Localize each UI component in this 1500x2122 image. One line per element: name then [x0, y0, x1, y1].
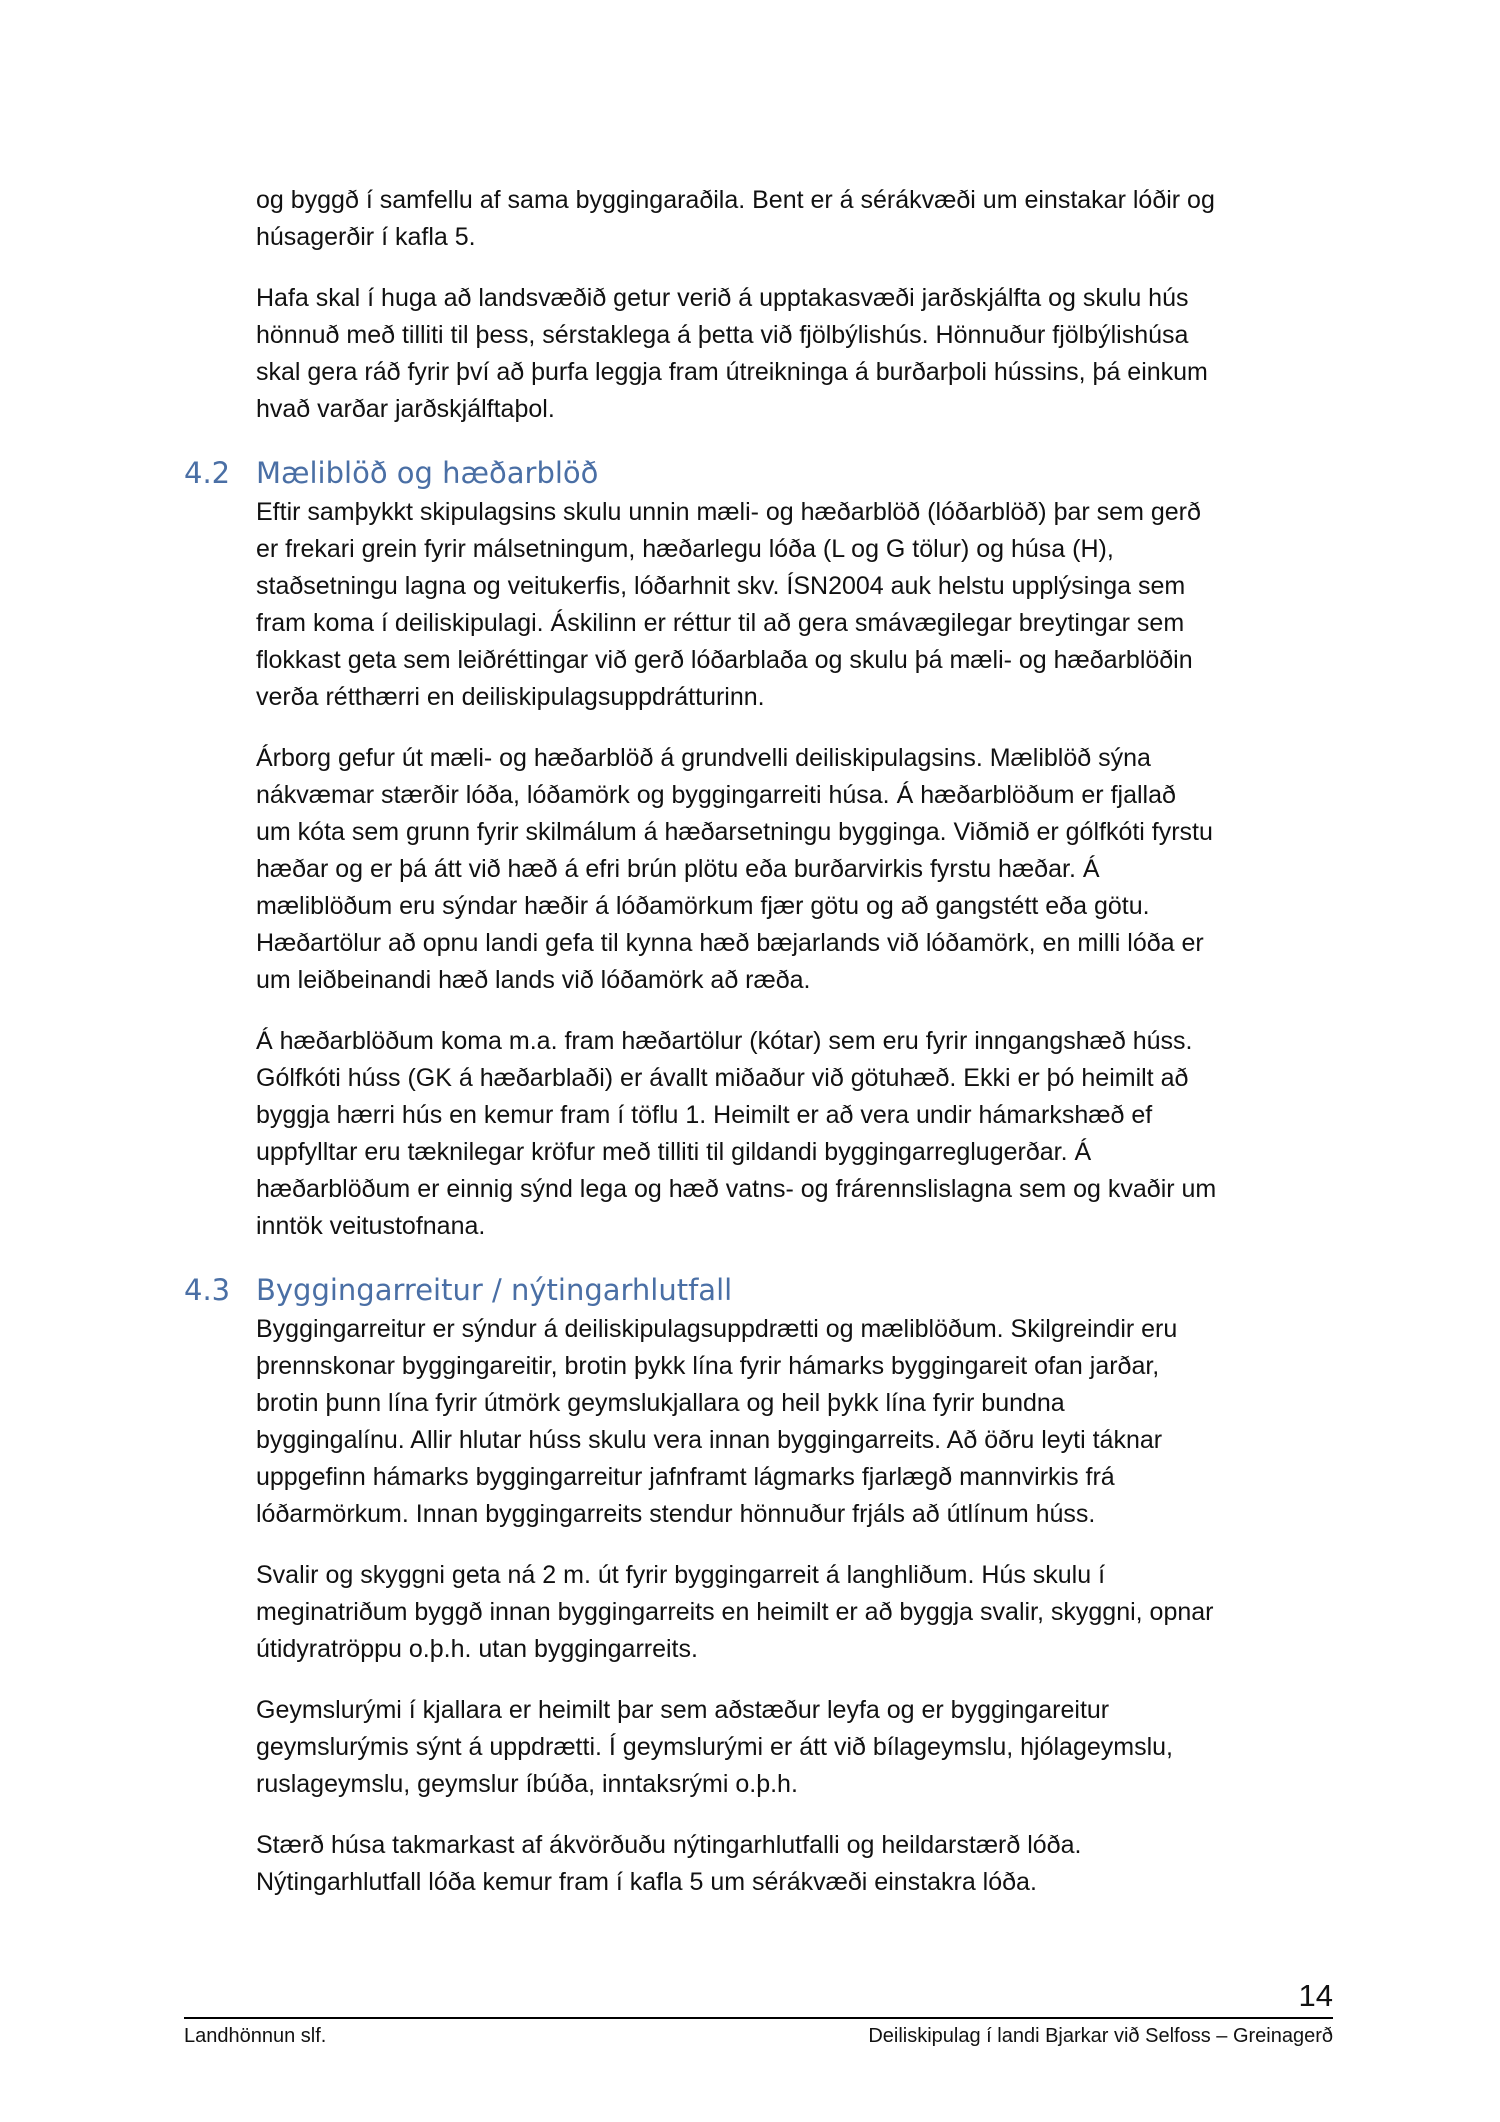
text-line: lóðarmörkum. Innan byggingarreits stendur hönnuður frjáls að útlínum húss. [256, 1500, 1096, 1528]
paragraph [256, 280, 1336, 428]
text-line: Hæðartölur að opnu landi gefa til kynna hæð bæjarlands við lóðamörk, en milli lóða er [256, 929, 1204, 957]
text-line: Byggingarreitur er sýndur á deiliskipulagsuppdrætti og mæliblöðum. Skilgreindir eru [256, 1315, 1178, 1343]
text-line: uppgefinn hámarks byggingarreitur jafnframt lágmarks fjarlægð mannvirkis frá [256, 1463, 1115, 1491]
text-line: Eftir samþykkt skipulagsins skulu unnin mæli- og hæðarblöð (lóðarblöð) þar sem gerð [256, 498, 1201, 526]
text-line: meginatriðum byggð innan byggingarreits en heimilt er að byggja svalir, skyggni, opnar [256, 1598, 1214, 1626]
text-line: verða rétthærri en deiliskipulagsuppdrátturinn. [256, 683, 765, 711]
text-line: geymslurýmis sýnt á uppdrætti. Í geymslurými er átt við bílageymslu, hjólageymslu, [256, 1733, 1173, 1761]
text-line: flokkast geta sem leiðréttingar við gerð lóðarblaða og skulu þá mæli- og hæðarblöðin [256, 646, 1193, 674]
page-number: 14 [1298, 1978, 1333, 2013]
text-line: inntök veitustofnana. [256, 1212, 486, 1240]
paragraph [256, 1557, 1336, 1668]
text-line: um leiðbeinandi hæð lands við lóðamörk að ræða. [256, 966, 811, 994]
text-line: nákvæmar stærðir lóða, lóðamörk og byggingarreiti húsa. Á hæðarblöðum er fjallað [256, 781, 1176, 809]
text-line: Hafa skal í huga að landsvæðið getur verið á upptakasvæði jarðskjálfta og skulu hús [256, 284, 1189, 312]
text-line: Geymslurými í kjallara er heimilt þar sem aðstæður leyfa og er byggingareitur [256, 1696, 1110, 1724]
text-line: Stærð húsa takmarkast af ákvörðuðu nýtingarhlutfalli og heildarstærð lóða. [256, 1831, 1082, 1859]
text-line: þrennskonar byggingareitir, brotin þykk lína fyrir hámarks byggingareit ofan jarðar, [256, 1352, 1160, 1380]
footer-company: Landhönnun slf. [184, 2025, 327, 2047]
text-line: og byggð í samfellu af sama byggingaraðila. Bent er á sérákvæði um einstakar lóðir og [256, 186, 1215, 214]
text-line: staðsetningu lagna og veitukerfis, lóðarhnit skv. ÍSN2004 auk helstu upplýsinga sem [256, 572, 1186, 600]
section-number: 4.2 [184, 456, 231, 490]
text-line: uppfylltar eru tæknilegar kröfur með tilliti til gildandi byggingarreglugerðar. Á [256, 1138, 1092, 1166]
section-title: Byggingarreitur / nýtingarhlutfall [256, 1273, 733, 1307]
text-line: skal gera ráð fyrir því að þurfa leggja fram útreikninga á burðarþoli hússins, þá einkum [256, 358, 1208, 386]
text-line: hæðarblöðum er einnig sýnd lega og hæð vatns- og frárennslislagna sem og kvaðir um [256, 1175, 1217, 1203]
text-line: byggingalínu. Allir hlutar húss skulu vera innan byggingarreits. Að öðru leyti táknar [256, 1426, 1163, 1454]
paragraph [256, 1311, 1336, 1533]
text-line: mæliblöðum eru sýndar hæðir á lóðamörkum fjær götu og að gangstétt eða götu. [256, 892, 1150, 920]
text-line: um kóta sem grunn fyrir skilmálum á hæðarsetningu bygginga. Viðmið er gólfkóti fyrstu [256, 818, 1213, 846]
text-line: Nýtingarhlutfall lóða kemur fram í kafla 5 um sérákvæði einstakra lóða. [256, 1868, 1037, 1896]
text-line: Árborg gefur út mæli- og hæðarblöð á grundvelli deiliskipulagsins. Mæliblöð sýna [256, 744, 1151, 772]
paragraph [256, 494, 1336, 716]
section-number: 4.3 [184, 1273, 231, 1307]
section-title: Mæliblöð og hæðarblöð [256, 456, 599, 490]
text-line: útidyratröppu o.þ.h. utan byggingarreits. [256, 1635, 698, 1663]
paragraph [256, 182, 1336, 256]
text-line: húsagerðir í kafla 5. [256, 223, 476, 251]
text-line: ruslageymslu, geymslur íbúða, inntaksrými o.þ.h. [256, 1770, 798, 1798]
text-line: er frekari grein fyrir málsetningum, hæðarlegu lóða (L og G tölur) og húsa (H), [256, 535, 1114, 563]
text-line: brotin þunn lína fyrir útmörk geymslukjallara og heil þykk lína fyrir bundna [256, 1389, 1065, 1417]
text-line: hæðar og er þá átt við hæð á efri brún plötu eða burðarvirkis fyrstu hæðar. Á [256, 855, 1100, 883]
paragraph [256, 1692, 1336, 1803]
section-heading [184, 452, 1336, 494]
text-line: Gólfkóti húss (GK á hæðarblaði) er ávallt miðaður við götuhæð. Ekki er þó heimilt að [256, 1064, 1189, 1092]
footer-divider [184, 2017, 1333, 2019]
section-heading [184, 1269, 1336, 1311]
text-line: fram koma í deiliskipulagi. Áskilinn er réttur til að gera smávægilegar breytingar sem [256, 609, 1185, 637]
text-line: Á hæðarblöðum koma m.a. fram hæðartölur (kótar) sem eru fyrir inngangshæð húss. [256, 1027, 1193, 1055]
text-line: Svalir og skyggni geta ná 2 m. út fyrir byggingarreit á langhliðum. Hús skulu í [256, 1561, 1106, 1589]
text-line: hönnuð með tilliti til þess, sérstaklega á þetta við fjölbýlishús. Hönnuður fjölbýlishúsa [256, 321, 1189, 349]
paragraph [256, 1023, 1336, 1245]
text-line: hvað varðar jarðskjálftaþol. [256, 395, 555, 423]
document-body [184, 182, 1336, 1925]
text-line: byggja hærri hús en kemur fram í töflu 1. Heimilt er að vera undir hámarkshæð ef [256, 1101, 1153, 1129]
paragraph [256, 1827, 1336, 1901]
footer-document-title: Deiliskipulag í landi Bjarkar við Selfoss – Greinagerð [868, 2025, 1333, 2047]
paragraph [256, 740, 1336, 999]
